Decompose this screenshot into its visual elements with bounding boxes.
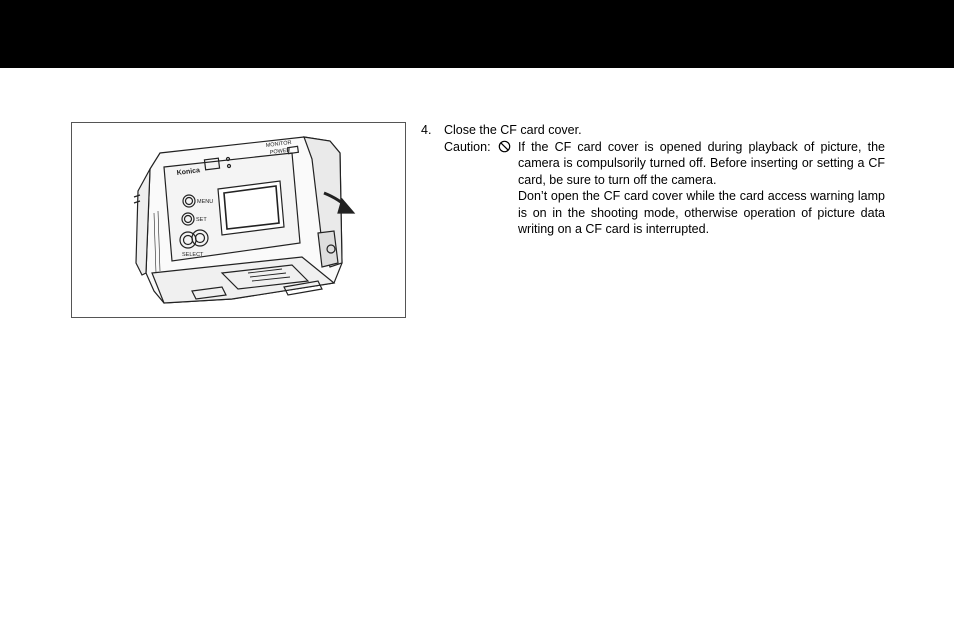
caution-paragraph-1: If the CF card cover is opened during playback of picture, the camera is compulsorily turned off. Before inserting or setting a CF card, be sure to turn off the camera. — [518, 139, 885, 187]
step-number: 4. — [421, 123, 432, 137]
monitor-label: MONITOR — [265, 139, 292, 149]
caution-label: Caution: — [444, 139, 491, 154]
select-label: SELECT — [182, 252, 204, 258]
step-text: Close the CF card cover. — [444, 123, 582, 137]
camera-drawing — [72, 123, 406, 318]
caution-body — [518, 139, 885, 238]
menu-label: MENU — [197, 199, 214, 205]
top-header-bar — [0, 0, 954, 68]
set-label: SET — [196, 217, 207, 223]
camera-illustration — [71, 122, 406, 318]
prohibition-icon — [498, 140, 511, 153]
power-label: POWER — [269, 147, 291, 156]
brand-label: Konica — [176, 167, 201, 177]
caution-paragraph-2: Don’t open the CF card cover while the card access warning lamp is on in the shooting mode, otherwise operation of picture data writing on a CF card is interrupted. — [518, 189, 885, 236]
